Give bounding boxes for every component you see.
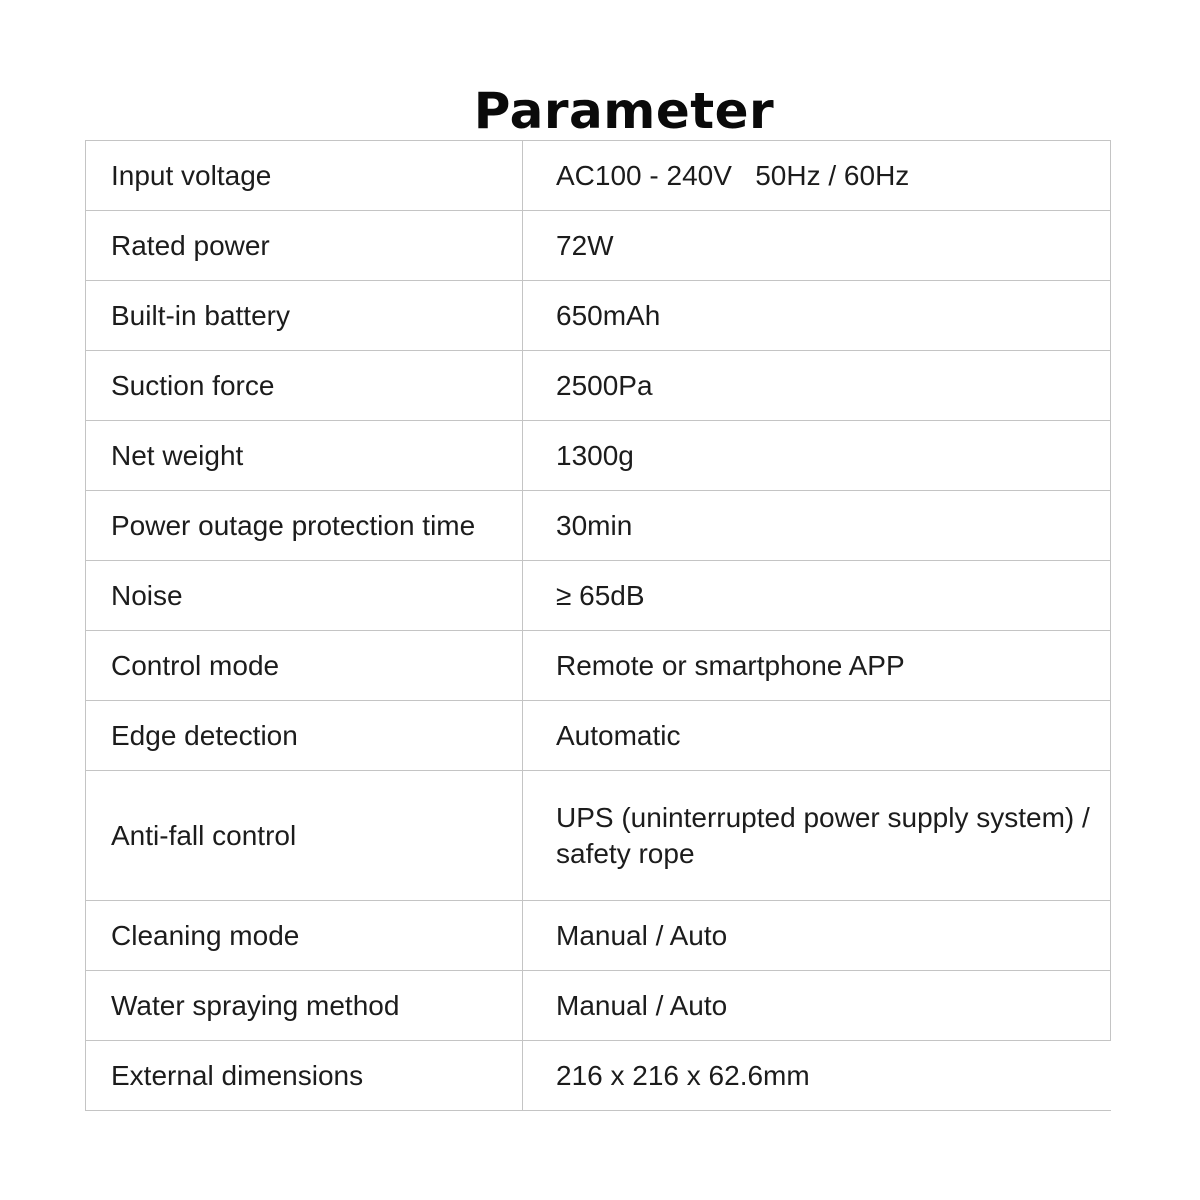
parameter-value: 1300g	[523, 421, 1111, 491]
parameter-value: Remote or smartphone APP	[523, 631, 1111, 701]
table-row	[86, 421, 1111, 491]
parameter-name: Control mode	[86, 631, 523, 701]
parameter-name: Built-in battery	[86, 281, 523, 351]
parameter-name: Water spraying method	[86, 971, 523, 1041]
parameter-name: External dimensions	[86, 1041, 523, 1111]
parameter-value: Manual / Auto	[523, 901, 1111, 971]
parameter-value: 2500Pa	[523, 351, 1111, 421]
table-row	[86, 971, 1111, 1041]
parameter-name: Noise	[86, 561, 523, 631]
parameter-value: Manual / Auto	[523, 971, 1111, 1041]
parameter-value: UPS (uninterrupted power supply system) / safety rope	[523, 771, 1111, 901]
table-row	[86, 901, 1111, 971]
parameter-name: Rated power	[86, 211, 523, 281]
table-row	[86, 1041, 1111, 1111]
table-row	[86, 561, 1111, 631]
table-row	[86, 771, 1111, 901]
table-row	[86, 631, 1111, 701]
parameter-value: 30min	[523, 491, 1111, 561]
parameter-name: Net weight	[86, 421, 523, 491]
table-row	[86, 351, 1111, 421]
parameter-value: AC100 - 240V 50Hz / 60Hz	[523, 141, 1111, 211]
parameter-name: Cleaning mode	[86, 901, 523, 971]
table-row	[86, 141, 1111, 211]
table-row	[86, 281, 1111, 351]
parameter-name: Edge detection	[86, 701, 523, 771]
parameter-name: Suction force	[86, 351, 523, 421]
table-row	[86, 491, 1111, 561]
table-row	[86, 701, 1111, 771]
page-title: Parameter	[473, 81, 775, 140]
parameter-value: Automatic	[523, 701, 1111, 771]
parameter-value: 72W	[523, 211, 1111, 281]
parameter-name: Input voltage	[86, 141, 523, 211]
parameter-name: Power outage protection time	[86, 491, 523, 561]
parameter-table	[85, 140, 1111, 1111]
table-row	[86, 211, 1111, 281]
parameter-value: 216 x 216 x 62.6mm	[523, 1041, 1111, 1111]
parameter-value: ≥ 65dB	[523, 561, 1111, 631]
parameter-value: 650mAh	[523, 281, 1111, 351]
parameter-name: Anti-fall control	[86, 771, 523, 901]
